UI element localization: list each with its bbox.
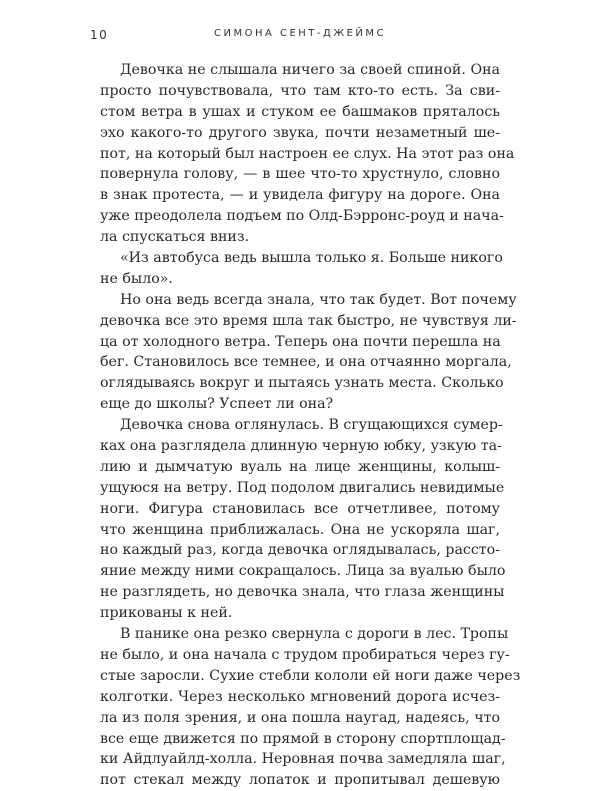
text-line: пот, на который был настроен ее слух. На этот раз она (100, 145, 515, 162)
text-line: ца от холодного ветра. Теперь она почти перешла на (100, 333, 501, 350)
text-line: но каждый раз, когда девочка оглядывалась, рассто- (100, 542, 500, 559)
text-line: бег. Становилось все темнее, и она отчаянно моргала, (100, 354, 512, 371)
running-head: СИМОНА СЕНТ-ДЖЕЙМС (213, 28, 387, 39)
text-line: В панике она резко свернула с дороги в лес. Тропы (120, 626, 509, 643)
text-line: «Из автобуса ведь вышла только я. Больше никого (120, 250, 503, 267)
text-line: ла спускаться вниз. (100, 229, 250, 246)
text-line: повернула голову, — в шее что-то хрустнуло, словно (100, 166, 500, 183)
text-line: Девочка не слышала ничего за своей спиной. Она (120, 62, 500, 78)
text-line: оглядываясь вокруг и пытаясь узнать места. Сколько (100, 375, 504, 392)
text-line: просто почувствовала, что там кто-то есть. За сви- (100, 82, 500, 99)
text-line: не разглядеть, но девочка знала, что глаза женщины (100, 584, 505, 601)
page-number: 10 (90, 28, 109, 42)
text-line: стые заросли. Сухие стебли кололи ей ноги даже через (100, 667, 521, 684)
text-line: лию и дымчатую вуаль на лице женщины, колыш- (100, 458, 500, 475)
text-line: что женщина приближалась. Она не ускоряла шаг, (100, 521, 500, 538)
text-line: яние между ними сокращалось. Лица за вуалью было (100, 563, 506, 580)
text-line: девочка все это время шла так быстро, не чувствуя ли- (100, 312, 517, 329)
text-line: ущуюся на ветру. Под подолом двигались невидимые (100, 479, 505, 496)
text-line: еще до школы? Успеет ли она? (100, 396, 334, 413)
text-line: уже преодолела подъем по Олд-Бэрронс-роуд и нача- (100, 208, 504, 225)
text-line: прикованы к ней. (100, 605, 233, 622)
text-line: Девочка снова оглянулась. В сгущающихся сумер- (120, 417, 503, 434)
text-line: стом ветра в ушах и стуком ее башмаков пряталось (100, 103, 500, 120)
text-line: ки Айдлуайлд-холла. Неровная почва замедляла шаг, (100, 751, 506, 768)
text-line: в знак протеста, — и увидела фигуру на дороге. Она (100, 187, 500, 204)
text-line: ках она разглядела длинную черную юбку, узкую та- (100, 438, 502, 455)
text-line: не было». (100, 270, 173, 287)
text-line: все еще движется по прямой в сторону спортплощад- (100, 730, 506, 747)
body-text (100, 60, 521, 791)
text-line: Но она ведь всегда знала, что так будет. Вот почему (120, 291, 517, 308)
text-line: колготки. Через несколько мгновений дорога исчез- (100, 688, 500, 705)
text-line: ла из поля зрения, и она пошла наугад, надеясь, что (100, 709, 500, 726)
text-line: ноги. Фигура становилась все отчетливее, потому (100, 500, 500, 517)
page-header (90, 28, 510, 48)
text-line: эхо какого-то другого звука, почти незаметный ше- (100, 124, 500, 141)
text-line: пот стекал между лопаток и пропитывал дешевую (100, 772, 500, 789)
text-line: не было, и она начала с трудом пробираться через гу- (100, 646, 510, 663)
